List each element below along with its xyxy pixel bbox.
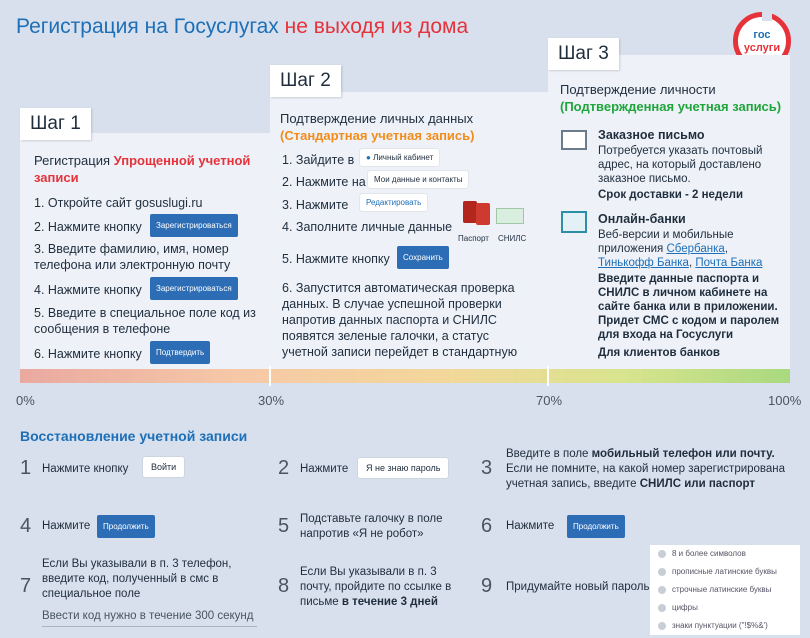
step2-item-4: 4. Заполните личные данные: [282, 220, 453, 234]
mail-text: Потребуется указать почтовый адрес, на который доставлено заказное письмо.: [598, 145, 763, 185]
recovery-step-7-text: Если Вы указывали в п. 3 телефон, введите код, полученный в смс в специальное поле: [42, 558, 232, 600]
step2-heading: [280, 110, 542, 144]
register-button[interactable]: Зарегистрироваться: [150, 214, 238, 237]
mail-title: Заказное письмо: [598, 128, 705, 142]
step2-item-2: 2. Нажмите на: [282, 175, 366, 189]
passport-icon: [463, 201, 477, 223]
envelope-icon: [561, 130, 587, 150]
step1-item-4: 4. Нажмите кнопку: [34, 283, 142, 297]
rule-check-icon: [658, 604, 666, 612]
edit-chip[interactable]: Редактировать: [360, 194, 427, 211]
rule-check-icon: [658, 622, 666, 630]
recovery-step-3-c: Если не помните, на какой номер зарегистрирована учетная запись, введите: [506, 463, 786, 490]
step2-tab: Шаг 2: [270, 65, 341, 97]
save-button[interactable]: Сохранить: [397, 246, 449, 269]
step2-item-5: 5. Нажмите кнопку: [282, 252, 390, 266]
continue-button-2[interactable]: Продолжить: [567, 515, 625, 538]
recovery-step-9-number: 9: [481, 575, 493, 597]
login-button[interactable]: Войти: [143, 457, 184, 477]
recovery-step-8-number: 8: [278, 575, 290, 597]
bank-icon: [561, 211, 587, 233]
step2-heading-main: Подтверждение личных данных: [280, 111, 474, 126]
recovery-step-1-text: Нажмите кнопку: [42, 463, 129, 475]
rule-check-icon: [658, 550, 666, 558]
my-data-chip[interactable]: Мои данные и контакты: [368, 171, 468, 188]
progress-tick-30: [269, 366, 271, 386]
bank-text: Веб-версии и мобильные приложения Сбербанка, Тинькофф Банка, Почта Банка: [598, 229, 763, 269]
passport-icon-2: [476, 203, 490, 225]
password-rule-3: строчные латинские буквы: [672, 585, 772, 594]
step3-heading-accent: (Подтвержденная учетная запись): [560, 99, 782, 114]
step2-item-1: 1. Зайдите в: [282, 153, 355, 167]
mail-term: Срок доставки - 2 недели: [598, 189, 744, 201]
step1-item-1: 1. Откройте сайт gosuslugi.ru: [34, 196, 203, 210]
sberbank-link[interactable]: Сбербанка: [666, 243, 725, 255]
progress-label-100: 100%: [768, 393, 802, 408]
password-rule-4: цифры: [672, 603, 698, 612]
continue-button[interactable]: Продолжить: [97, 515, 155, 538]
step3-tab: Шаг 3: [548, 38, 619, 70]
step1-item-5: 5. Введите в специальное поле код из сообщения в телефоне: [34, 306, 256, 336]
personal-cabinet-label: Личный кабинет: [373, 153, 434, 162]
rule-check-icon: [658, 586, 666, 594]
rule-check-icon: [658, 568, 666, 576]
progress-tick-70: [547, 366, 549, 386]
step1-heading-prefix: Регистрация: [34, 153, 110, 168]
progress-label-70: 70%: [536, 393, 563, 408]
bank-instructions: Введите данные паспорта и СНИЛС в личном кабинете на сайте банка или в приложении. Придет СМС с кодом и паролем для входа на Госуслуги: [598, 273, 780, 341]
step1-item-6: 6. Нажмите кнопку: [34, 347, 142, 361]
register-button-2[interactable]: Зарегистрироваться: [150, 277, 238, 300]
logo-line2: услуги: [743, 42, 781, 54]
progress-label-0: 0%: [16, 393, 35, 408]
title-main: Регистрация на Госуслугах: [16, 15, 279, 38]
progress-label-30: 30%: [258, 393, 285, 408]
recovery-step-3-number: 3: [481, 457, 493, 479]
recovery-title: Восстановление учетной записи: [20, 428, 248, 444]
recovery-step-3-b: мобильный телефон или почту.: [591, 448, 775, 460]
progress-bar: [20, 369, 790, 383]
title-accent: не выходя из дома: [284, 15, 469, 38]
recovery-step-8-text: [300, 565, 470, 610]
recovery-step-3-a: Введите в поле: [506, 448, 589, 460]
password-rule-1: 8 и более символов: [672, 549, 746, 558]
recovery-step-7-number: 7: [20, 575, 32, 597]
bank-footer: Для клиентов банков: [598, 347, 720, 359]
forgot-password-button[interactable]: Я не знаю пароль: [358, 458, 448, 478]
recovery-step-9-text: Придумайте новый пароль: [506, 581, 650, 593]
bank-title: Онлайн-банки: [598, 212, 686, 226]
user-icon: ●: [366, 153, 371, 162]
recovery-step-4-number: 4: [20, 515, 32, 537]
recovery-step-5-number: 5: [278, 515, 290, 537]
recovery-step-6-text: Нажмите: [506, 520, 555, 532]
snils-label: СНИЛС: [498, 234, 527, 243]
step1-item-2: 2. Нажмите кнопку: [34, 220, 142, 234]
step2-heading-accent: (Стандартная учетная запись): [280, 128, 475, 143]
step3-heading: [560, 81, 786, 115]
pochta-bank-link[interactable]: Почта Банка: [695, 257, 763, 269]
confirm-button[interactable]: Подтвердить: [150, 341, 210, 364]
password-rules-list: [650, 545, 800, 635]
step3-heading-main: Подтверждение личности: [560, 82, 716, 97]
step2-item-6: 6. Запустится автоматическая проверка данных. В случае успешной проверки напротив данных паспорта и СНИЛС появятся зеленые галочки, а статус учетной записи перейдет в стандартную: [282, 281, 518, 359]
page-title: [16, 15, 468, 39]
recovery-step-3-text: [506, 447, 796, 492]
recovery-step-8-bold: в течение 3 дней: [341, 596, 438, 608]
recovery-step-1-number: 1: [20, 457, 32, 479]
tinkoff-link[interactable]: Тинькофф Банка: [598, 257, 689, 269]
password-rule-5: знаки пунктуации ("!$%&'): [672, 621, 768, 630]
personal-cabinet-chip[interactable]: [360, 149, 439, 166]
passport-label: Паспорт: [458, 234, 489, 243]
recovery-step-8-main: Если Вы указывали в п. 3 почту, пройдите по ссылке в письме: [300, 566, 452, 608]
password-rule-2: прописные латинские буквы: [672, 567, 777, 576]
recovery-step-4-text: Нажмите: [42, 520, 91, 532]
recovery-step-2-number: 2: [278, 457, 290, 479]
recovery-step-5-text: Подставьте галочку в поле напротив «Я не робот»: [300, 513, 443, 540]
snils-card-icon: [496, 208, 524, 224]
bank-text-prefix: Веб-версии и мобильные приложения: [598, 229, 734, 255]
step2-item-3: 3. Нажмите: [282, 198, 349, 212]
recovery-step-6-number: 6: [481, 515, 493, 537]
recovery-step-2-text: Нажмите: [300, 463, 349, 475]
step1-item-3: 3. Введите фамилию, имя, номер телефона или электронную почту: [34, 242, 231, 272]
recovery-step-3-d: СНИЛС или паспорт: [639, 478, 756, 490]
recovery-step-7-note: Ввести код нужно в течение 300 секунд: [42, 609, 257, 627]
step1-tab: Шаг 1: [20, 108, 91, 140]
logo-line1: гос: [753, 29, 771, 41]
step1-heading: [34, 152, 264, 186]
step1-heading-accent: Упрощенной учетной записи: [34, 153, 251, 185]
